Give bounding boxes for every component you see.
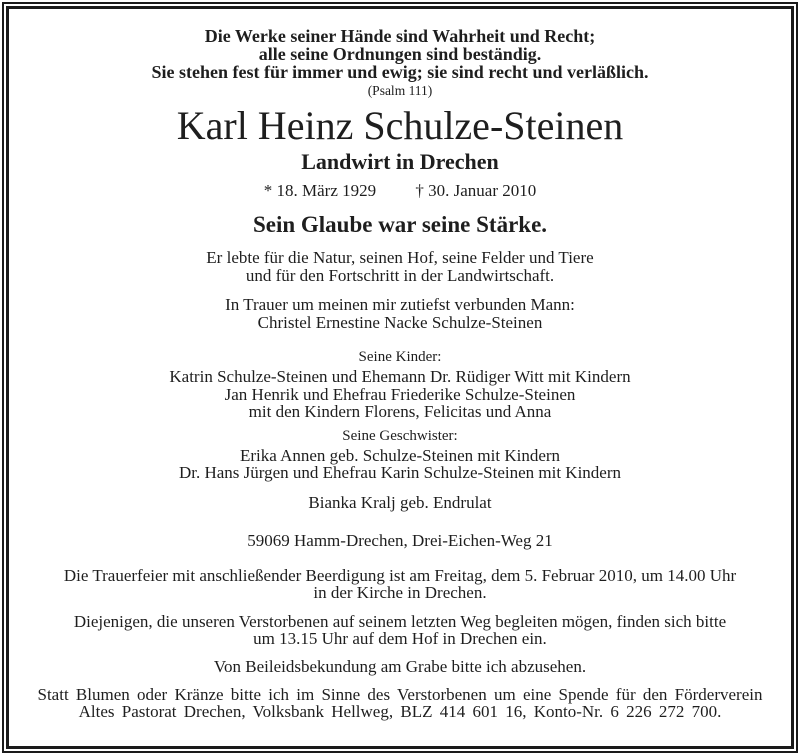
text-line: Diejenigen, die unseren Verstorbenen auf seinem letzten Weg begleiten mögen, finden sich bitte (73, 611, 727, 631)
mourner-name: Christel Ernestine Nacke Schulze-Steinen (257, 312, 543, 332)
text-line: In Trauer um meinen mir zutiefst verbunden Mann: (225, 295, 575, 314)
mourning-paragraph (19, 296, 781, 331)
text-line: und für den Fortschritt in der Landwirtschaft. (245, 265, 555, 285)
funeral-info (19, 567, 781, 602)
text-line: um 13.15 Uhr auf dem Hof in Drechen ein. (253, 629, 547, 648)
life-dates (19, 182, 781, 200)
text-line: Altes Pastorat Drechen, Volksbank Hellweg, BLZ 414 601 16, Konto-Nr. 6 226 272 700. (78, 702, 722, 721)
text-line: Er lebte für die Natur, seinen Hof, seine Felder und Tiere (206, 248, 594, 267)
announcement-inner-frame (6, 6, 794, 749)
condolence-note: Von Beileidsbekundung am Grabe bitte ich abzusehen. (213, 656, 587, 676)
children-list (19, 368, 781, 421)
siblings-line: Erika Annen geb. Schulze-Steinen mit Kindern (239, 445, 561, 465)
siblings-line: Dr. Hans Jürgen und Ehefrau Karin Schulze-Steinen mit Kindern (178, 463, 622, 482)
siblings-section (19, 428, 781, 482)
life-paragraph (19, 249, 781, 284)
psalm-line: Sie stehen fest für immer und ewig; sie sind recht und verläßlich. (151, 62, 649, 82)
psalm-line: alle seine Ordnungen sind beständig. (258, 44, 542, 64)
text-line: in der Kirche in Drechen. (313, 583, 487, 602)
siblings-list (19, 447, 781, 482)
address: 59069 Hamm-Drechen, Drei-Eichen-Weg 21 (247, 530, 553, 550)
children-line: Katrin Schulze-Steinen und Ehemann Dr. Rüdiger Witt mit Kindern (169, 367, 631, 386)
siblings-label: Seine Geschwister: (342, 427, 458, 444)
psalm-line: Die Werke seiner Hände sind Wahrheit und Recht; (204, 26, 596, 46)
donation-note (19, 686, 781, 721)
psalm-source: (Psalm 111) (367, 83, 433, 98)
announcement-outer-frame (2, 2, 798, 753)
text-line: Statt Blumen oder Kränze bitte ich im Sinne des Verstorbenen um eine Spende für den Förderverein (37, 684, 763, 704)
additional-mourner: Bianka Kralj geb. Endrulat (308, 492, 492, 512)
motto: Sein Glaube war seine Stärke. (252, 212, 548, 237)
deceased-occupation: Landwirt in Drechen (301, 149, 499, 174)
children-label: Seine Kinder: (358, 349, 442, 365)
children-line: mit den Kindern Florens, Felicitas und Anna (248, 402, 552, 421)
psalm-quote (19, 27, 781, 98)
birth-date: * 18. März 1929 (263, 181, 377, 200)
text-line: Die Trauerfeier mit anschließender Beerdigung ist am Freitag, dem 5. Februar 2010, um 14.00 Uhr (63, 565, 737, 585)
children-line: Jan Henrik und Ehefrau Friederike Schulze-Steinen (224, 384, 576, 404)
death-date: † 30. Januar 2010 (415, 181, 537, 200)
gathering-info (19, 613, 781, 648)
children-section (19, 349, 781, 421)
deceased-name: Karl Heinz Schulze-Steinen (176, 103, 624, 148)
